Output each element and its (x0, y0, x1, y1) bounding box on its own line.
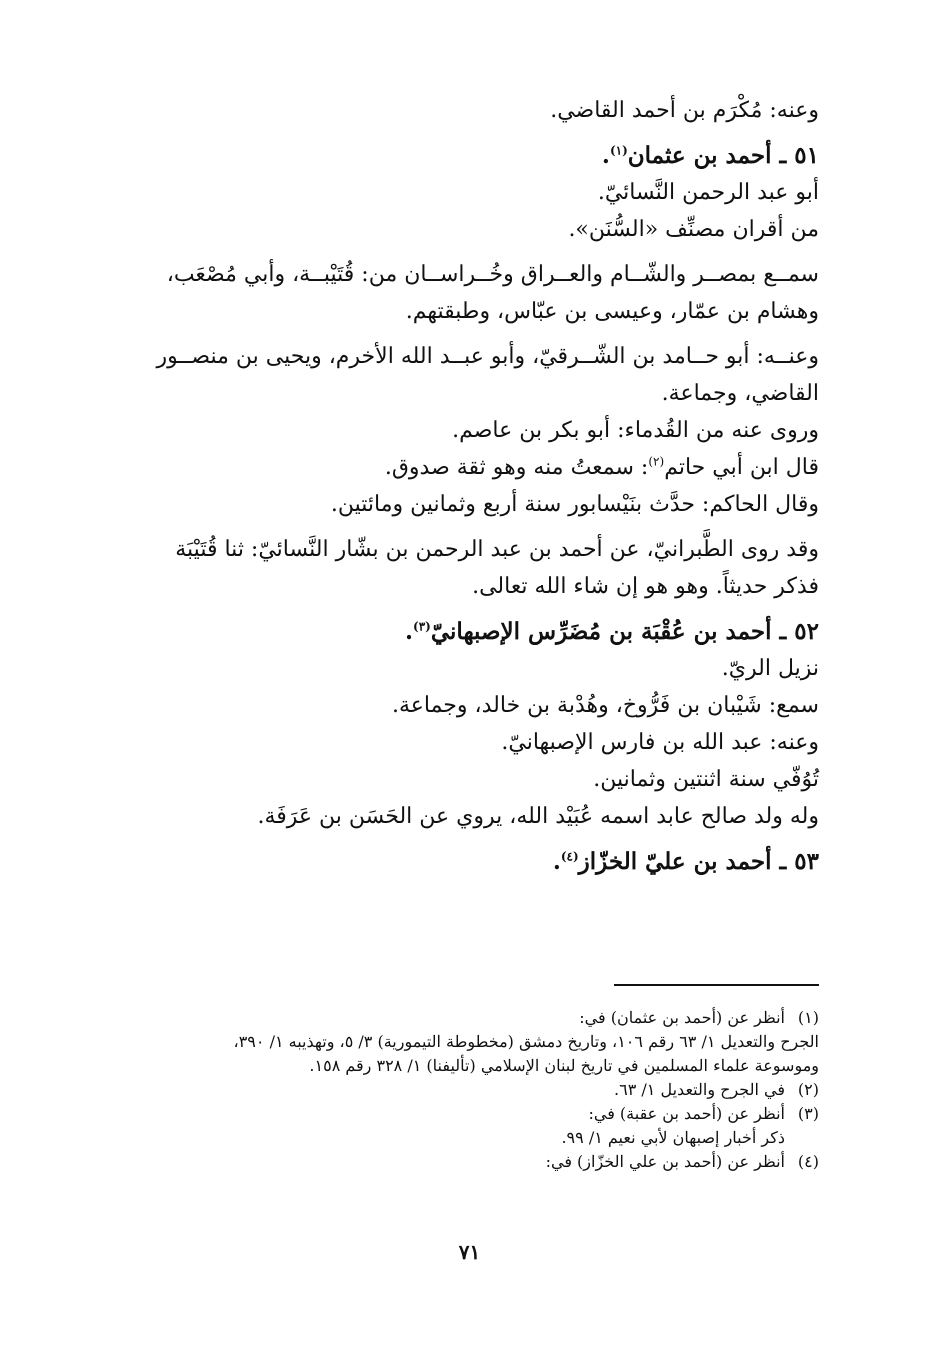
text-line: وعنــه: أبو حــامد بن الشّــرقيّ، وأبو عبــد الله الأخرم، ويحيى بن منصــور (156, 344, 819, 369)
text-line: وله ولد صالح عابد اسمه عُبَيْد الله، يروي عن الحَسَن بن عَرَفَة. (257, 804, 819, 829)
footnote-2 (104, 1078, 819, 1102)
footnote-ref[interactable]: (٣) (413, 619, 431, 634)
footnote-1-cont (104, 1030, 819, 1054)
text-line: وقد روى الطَّبرانيّ، عن أحمد بن عبد الرحمن بن بشّار النَّسائيّ: ثنا قُتَيْبَة (175, 537, 819, 562)
entry-heading-52 (104, 613, 819, 650)
heading-period: . (405, 618, 414, 645)
heading-period: . (552, 848, 561, 875)
footnote-ref[interactable]: (٤) (560, 849, 579, 864)
footnote-3-cont (104, 1126, 819, 1150)
text-line: وهشام بن عمّار، وعيسى بن عبّاس، وطبقتهم. (405, 299, 819, 324)
footnote-1 (104, 1006, 819, 1030)
page-number: ٧١ (458, 1240, 481, 1264)
text-line: وعنه: مُكْرَم بن أحمد القاضي. (550, 98, 819, 123)
footnote-3 (104, 1102, 819, 1126)
text-line: من أقران مصنِّف «السُّنَن». (568, 217, 819, 242)
text-line: وروى عنه من القُدماء: أبو بكر بن عاصم. (452, 418, 819, 443)
footnote-text: أنظر عن (أحمد بن عقبة) في: (588, 1104, 785, 1123)
footnote-number: (٤) (797, 1152, 819, 1171)
footnotes (104, 1006, 819, 1174)
text-line: وقال الحاكم: حدَّث بنَيْسابور سنة أربع وثمانين ومائتين. (330, 492, 819, 517)
footnote-4 (104, 1150, 819, 1174)
text-line: وعنه: عبد الله بن فارس الإصبهانيّ. (501, 730, 819, 755)
footnote-ref[interactable]: (٢) (648, 454, 665, 469)
heading-period: . (601, 142, 610, 169)
text-segment: قال ابن أبي حاتم (664, 455, 819, 480)
text-line: فذكر حديثاً. وهو هو إن شاء الله تعالى. (472, 574, 819, 599)
heading-text: ٥٢ ـ أحمد بن عُقْبَة بن مُضَرِّس الإصبهانيّ (430, 618, 819, 645)
footnote-number: (١) (797, 1008, 819, 1027)
text-line: القاضي، وجماعة. (661, 381, 819, 406)
main-text (104, 92, 819, 880)
text-line: نزيل الريّ. (721, 656, 819, 681)
footnote-text: وموسوعة علماء المسلمين في تاريخ لبنان الإسلامي (تأليفنا) ١/ ٣٢٨ رقم ١٥٨. (309, 1056, 819, 1075)
text-segment: : سمعتُ منه وهو ثقة صدوق. (384, 455, 649, 480)
text-line: أبو عبد الرحمن النَّسائيّ. (597, 180, 819, 205)
footnote-number: (٣) (797, 1104, 819, 1123)
text-line: سمع: شَيْبان بن فَرُّوخ، وهُدْبة بن خالد، وجماعة. (391, 693, 819, 718)
footnote-text: أنظر عن (أحمد بن عثمان) في: (579, 1008, 785, 1027)
footnote-number: (٢) (797, 1080, 819, 1099)
heading-text: ٥٣ ـ أحمد بن عليّ الخزّاز (578, 848, 819, 875)
entry-heading-53 (104, 843, 819, 880)
heading-text: ٥١ ـ أحمد بن عثمان (627, 142, 819, 169)
footnote-text: ذكر أخبار إصبهان لأبي نعيم ١/ ٩٩. (561, 1128, 785, 1147)
footnote-ref[interactable]: (١) (609, 143, 628, 158)
text-line: سمــع بمصــر والشّــام والعــراق وخُــراســان من: قُتَيْبــة، وأبي مُصْعَب، (166, 262, 819, 287)
footnote-text: الجرح والتعديل ١/ ٦٣ رقم ١٠٦، وتاريخ دمشق (مخطوطة التيمورية) ٣/ ٥، وتهذيبه ١/ ٣٩٠، (233, 1032, 819, 1051)
text-line (104, 449, 819, 486)
footnote-text: أنظر عن (أحمد بن علي الخزّاز) في: (545, 1152, 785, 1171)
footnote-1-cont (104, 1054, 819, 1078)
footnote-text: في الجرح والتعديل ١/ ٦٣. (614, 1080, 785, 1099)
text-line: تُوُفّي سنة اثنتين وثمانين. (593, 767, 819, 792)
entry-heading-51 (104, 137, 819, 174)
footnote-separator (614, 984, 819, 986)
